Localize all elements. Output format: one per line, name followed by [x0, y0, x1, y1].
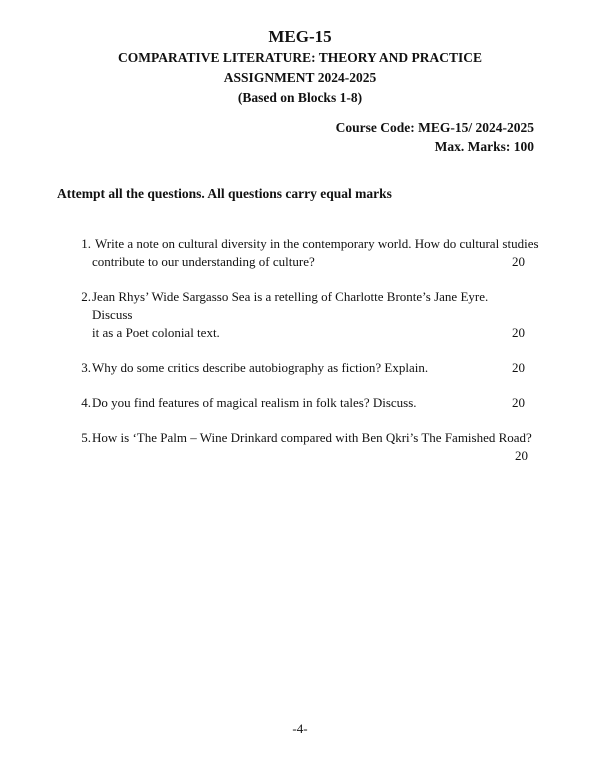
- question-number: 4.: [81, 395, 91, 410]
- question-item: [0, 288, 600, 342]
- question-marks: 20: [512, 360, 525, 375]
- question-marks: 20: [512, 395, 525, 410]
- course-info: [336, 118, 534, 156]
- question-text: [92, 235, 539, 271]
- question-text: [92, 429, 542, 465]
- question-line: Why do some critics describe autobiography as fiction? Explain.: [92, 360, 429, 375]
- question-text: [92, 394, 527, 412]
- document-header: [0, 26, 600, 108]
- question-text: [92, 288, 527, 342]
- question-item: [0, 394, 600, 412]
- question-line: Do you find features of magical realism in folk tales? Discuss.: [92, 395, 417, 410]
- question-marks: 20: [515, 448, 528, 463]
- question-number: 3.: [81, 360, 91, 375]
- question-number: 1.: [81, 236, 91, 251]
- question-line: contribute to our understanding of culture?: [92, 254, 315, 269]
- blocks-note: (Based on Blocks 1-8): [237, 90, 363, 105]
- question-line: How is ‘The Palm – Wine Drinkard compared with Ben Qkri’s The Famished Road?: [92, 430, 532, 445]
- instruction-text: Attempt all the questions. All questions carry equal marks: [57, 186, 392, 201]
- question-number: 2.: [81, 289, 91, 304]
- question-list: [0, 235, 600, 482]
- question-item: [0, 359, 600, 377]
- course-title: COMPARATIVE LITERATURE: THEORY AND PRACTICE: [117, 50, 483, 65]
- question-item: [0, 429, 600, 465]
- question-marks: 20: [512, 325, 525, 340]
- page-number: -4-: [292, 721, 308, 736]
- course-code: Course Code: MEG-15/ 2024-2025: [335, 120, 534, 135]
- question-line: Jean Rhys’ Wide Sargasso Sea is a retelling of Charlotte Bronte’s Jane Eyre. Discuss: [92, 289, 489, 322]
- question-line: it as a Poet colonial text.: [92, 325, 220, 340]
- question-line: Write a note on cultural diversity in the contemporary world. How do cultural studies: [92, 236, 539, 251]
- question-marks: 20: [512, 254, 525, 269]
- question-text: [92, 359, 527, 377]
- question-number: 5.: [81, 430, 91, 445]
- question-item: [0, 235, 600, 271]
- max-marks: Max. Marks: 100: [434, 139, 534, 154]
- course-code-title: MEG-15: [268, 27, 332, 46]
- assignment-year: ASSIGNMENT 2024-2025: [223, 70, 377, 85]
